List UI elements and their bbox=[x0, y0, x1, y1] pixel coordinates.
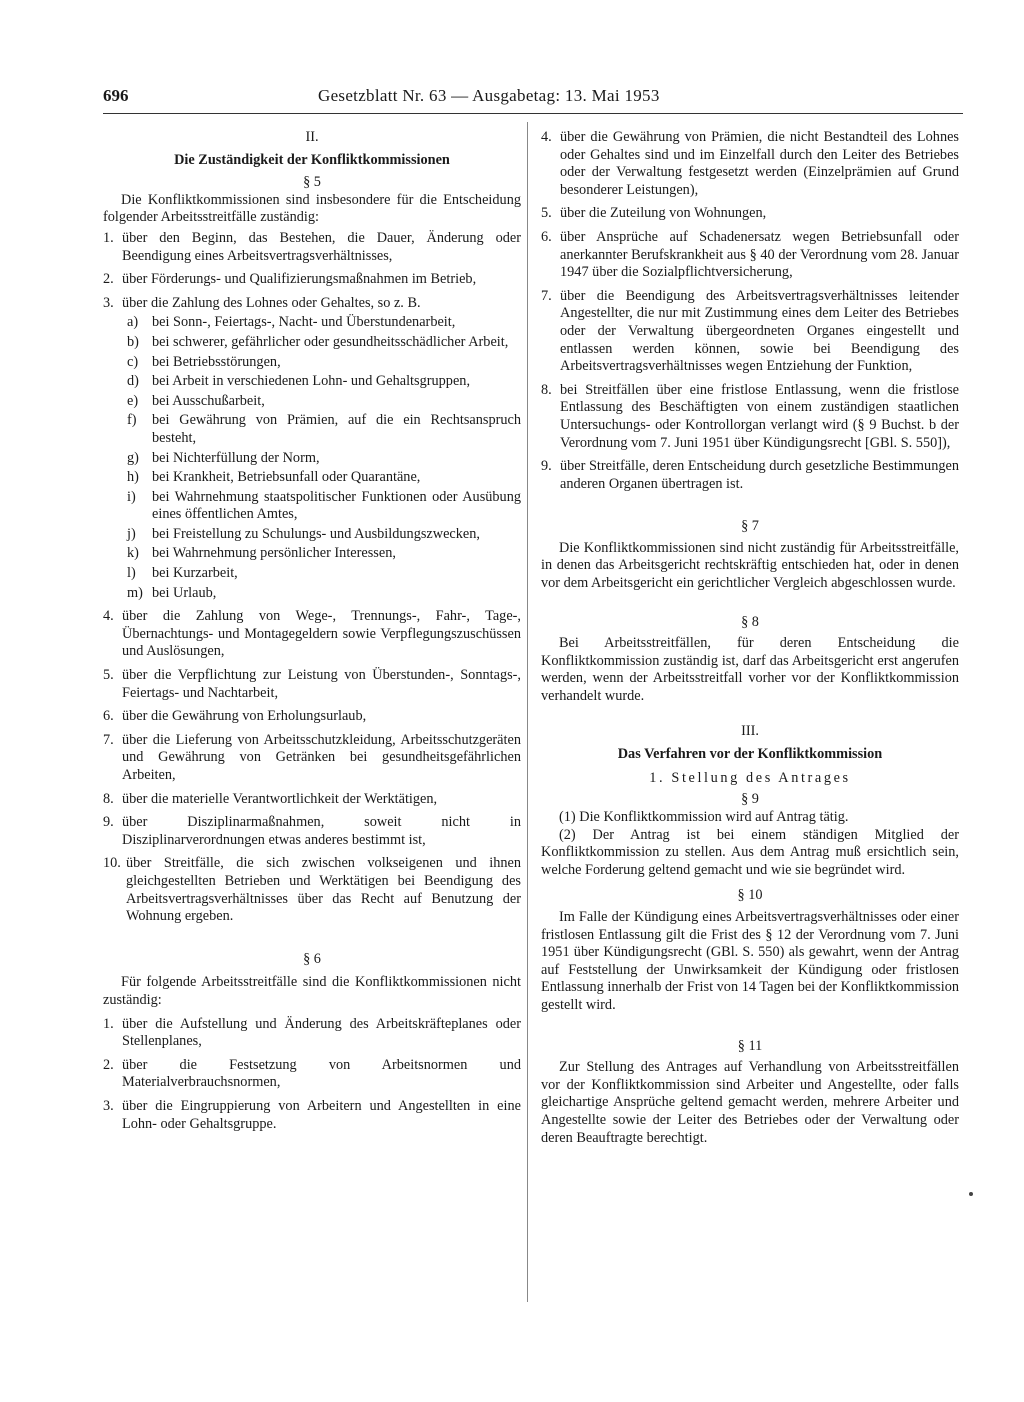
section-heading: § 9 bbox=[741, 791, 759, 808]
section-heading: § 5 bbox=[303, 174, 321, 191]
section-intro: Für folgende Arbeitsstreitfälle sind die Konfliktkommissionen nicht zuständig: bbox=[103, 974, 521, 1008]
section-text: (1) Die Konfliktkommission wird auf Antrag tätig. bbox=[559, 809, 849, 825]
header-title: Gesetzblatt Nr. 63 — Ausgabetag: 13. Mai 1953 bbox=[318, 86, 660, 105]
list-item: 9. über Streitfälle, deren Entscheidung durch gesetzliche Bestimmungen anderen Organen übertragen ist. bbox=[541, 458, 959, 492]
sub-list-item: k) bei Wahrnehmung persönlicher Interessen, bbox=[127, 545, 396, 562]
section-text: Bei Arbeitsstreitfällen, für deren Entscheidung die Konfliktkommission zuständig ist, darf das Arbeitsgericht erst angerufen werden, wenn der Arbeitsstreitfall vorher vor der Konfliktkommission verhandelt wurde. bbox=[541, 635, 959, 705]
left-column bbox=[103, 129, 521, 1133]
section-heading: § 10 bbox=[737, 887, 763, 904]
sub-list-item: l) bei Kurzarbeit, bbox=[127, 565, 238, 582]
right-column bbox=[541, 129, 959, 1147]
header-rule bbox=[103, 113, 963, 114]
list-item: 1. über die Aufstellung und Änderung des Arbeitskräfteplanes oder Stellenplanes, bbox=[103, 1015, 521, 1050]
margin-mark bbox=[969, 1192, 973, 1196]
section-text: Zur Stellung des Antrages auf Verhandlung von Arbeitsstreitfällen vor der Konfliktkommission sind Arbeiter und Angestellte, oder falls gleichartige Ansprüche geltend gemacht werden, mehrere Arbeiter und Angestellte sowie der Leiter des Betriebes oder der Verwaltung oder deren Beauftragte berechtigt. bbox=[541, 1059, 959, 1146]
part-title: Das Verfahren vor der Konfliktkommission bbox=[617, 746, 883, 763]
part-numeral: II. bbox=[305, 129, 319, 145]
section-heading: § 7 bbox=[741, 518, 759, 535]
sub-list-item: a) bei Sonn-, Feiertags-, Nacht- und Überstundenarbeit, bbox=[127, 314, 456, 331]
column-divider bbox=[527, 122, 528, 1302]
section-heading: § 11 bbox=[737, 1037, 763, 1054]
list-item: 9. über Disziplinarmaßnahmen, soweit nicht in Disziplinarverordnungen etwas anderes bestimmt ist, bbox=[103, 814, 521, 848]
part-title: Die Zuständigkeit der Konfliktkommissionen bbox=[174, 151, 450, 168]
section-text: Im Falle der Kündigung eines Arbeitsvertragsverhältnisses oder einer fristlosen Entlassung gilt die Frist des § 12 der Verordnung vom 7. Juni 1951 über Kündigungsrecht (GBl. S. 550) als gewahrt, wenn der Antrag auf Feststellung der Unwirksamkeit der Kündigung oder fristlosen Entlassung innerhalb der Frist von 14 Tagen bei der Konfliktkommission gestellt wird. bbox=[541, 908, 959, 1013]
list-item: 7. über die Beendigung des Arbeitsvertragsverhältnisses leitender Angestellter, die nur mit Zustimmung eines dem Leiter des Betriebes oder der Verwaltung übergeordneten Organes eingestellt und entlassen werden können, sowie bei Beendigung des Arbeitsvertragsverhältnisses wegen Entziehung der Funktion, bbox=[541, 287, 959, 375]
sub-list-item: e) bei Ausschußarbeit, bbox=[127, 392, 265, 409]
sub-list-item: f) bei Gewährung von Prämien, auf die ein Rechtsanspruch besteht, bbox=[127, 412, 521, 446]
subsection-title: 1. Stellung des Antrages bbox=[649, 769, 851, 786]
list-item: 4. über die Gewährung von Prämien, die nicht Bestandteil des Lohnes oder Gehaltes sind und im Einzelfall durch den Leiter des Betriebes oder der Verwaltung festgesetzt werden (Einzelprämien auf Grund besonderer Leistungen), bbox=[541, 129, 959, 198]
list-item: 7. über die Lieferung von Arbeitsschutzkleidung, Arbeitsschutzgeräten und Gewährung von Getränken bei gesundheitsgefährlichen Arbeiten, bbox=[103, 731, 521, 783]
list-item: 3. über die Eingruppierung von Arbeitern und Angestellten in eine Lohn- oder Gehaltsgruppe. bbox=[103, 1097, 521, 1132]
list-item: 1. über den Beginn, das Bestehen, die Dauer, Änderung oder Beendigung eines Arbeitsvertragsverhältnisses, bbox=[103, 229, 521, 264]
section-intro: Die Konfliktkommissionen sind insbesondere für die Entscheidung folgender Arbeitsstreitfälle zuständig: bbox=[103, 191, 521, 226]
sub-list-item: j) bei Freistellung zu Schulungs- und Ausbildungszwecken, bbox=[127, 525, 480, 542]
sub-list-item: i) bei Wahrnehmung staatspolitischer Funktionen oder Ausübung eines öffentlichen Amtes, bbox=[127, 488, 521, 523]
part-numeral: III. bbox=[741, 722, 759, 739]
list-item: 5. über die Verpflichtung zur Leistung von Überstunden-, Sonntags-, Feiertags- und Nachtarbeit, bbox=[103, 667, 521, 701]
list-item: 3. über die Zahlung des Lohnes oder Gehaltes, so z. B. bbox=[103, 294, 421, 311]
sub-list-item: b) bei schwerer, gefährlicher oder gesundheitsschädlicher Arbeit, bbox=[127, 333, 509, 350]
sub-list-item: m) bei Urlaub, bbox=[127, 584, 217, 601]
list-item: 2. über die Festsetzung von Arbeitsnormen und Materialverbrauchsnormen, bbox=[103, 1056, 521, 1091]
sub-list-item: c) bei Betriebsstörungen, bbox=[127, 353, 281, 370]
list-item: 6. über die Gewährung von Erholungsurlaub, bbox=[103, 708, 367, 725]
list-item: 4. über die Zahlung von Wege-, Trennungs-, Fahr-, Tage-, Übernachtungs- und Montagegeldern sowie Verpflegungszuschüssen und Auslösungen, bbox=[103, 608, 521, 660]
sub-list-item: d) bei Arbeit in verschiedenen Lohn- und Gehaltsgruppen, bbox=[127, 373, 471, 390]
list-item: 8. bei Streitfällen über eine fristlose Entlassung, wenn die fristlose Entlassung des Beschäftigten von einem zuständigen staatlichen Untersuchungs- oder Kontrollorgan verlangt wird (§ 9 Buchst. b der Verordnung vom 7. Juni 1951 über Kündigungsrecht [GBl. S. 550]), bbox=[541, 381, 959, 451]
list-item: 5. über die Zuteilung von Wohnungen, bbox=[541, 205, 767, 222]
page-number: 696 bbox=[103, 86, 129, 105]
list-item: 2. über Förderungs- und Qualifizierungsmaßnahmen im Betrieb, bbox=[103, 271, 477, 288]
section-text: (2) Der Antrag ist bei einem ständigen Mitglied der Konfliktkommission zu stellen. Aus dem Antrag muß ersichtlich sein, welche Forderung geltend gemacht und wie sie begründet wird. bbox=[541, 826, 959, 878]
list-item: 8. über die materielle Verantwortlichkeit der Werktätigen, bbox=[103, 790, 438, 807]
section-text: Die Konfliktkommissionen sind nicht zuständig für Arbeitsstreitfälle, in denen das Arbeitsgericht rechtskräftig entschieden hat, oder in denen vor dem Arbeitsgericht ein gerichtlicher Vergleich abgeschlossen wurde. bbox=[541, 539, 959, 592]
section-heading: § 8 bbox=[741, 613, 759, 630]
page-header bbox=[103, 86, 963, 116]
section-heading: § 6 bbox=[303, 950, 321, 967]
list-item: 10. über Streitfälle, die sich zwischen volkseigenen und ihnen gleichgestellten Betrieben und Werktätigen bei Beendigung des Arbeitsvertragsverhältnisses über das Recht auf Benutzung der Wohnung ergeben. bbox=[103, 855, 521, 925]
sub-list-item: g) bei Nichterfüllung der Norm, bbox=[127, 449, 320, 466]
sub-list-item: h) bei Krankheit, Betriebsunfall oder Quarantäne, bbox=[127, 469, 421, 486]
list-item: 6. über Ansprüche auf Schadenersatz wegen Betriebsunfall oder anerkannter Berufskrankheit aus § 40 der Verordnung vom 28. Januar 1947 über die Sozialpflichtversicherung, bbox=[541, 228, 959, 281]
